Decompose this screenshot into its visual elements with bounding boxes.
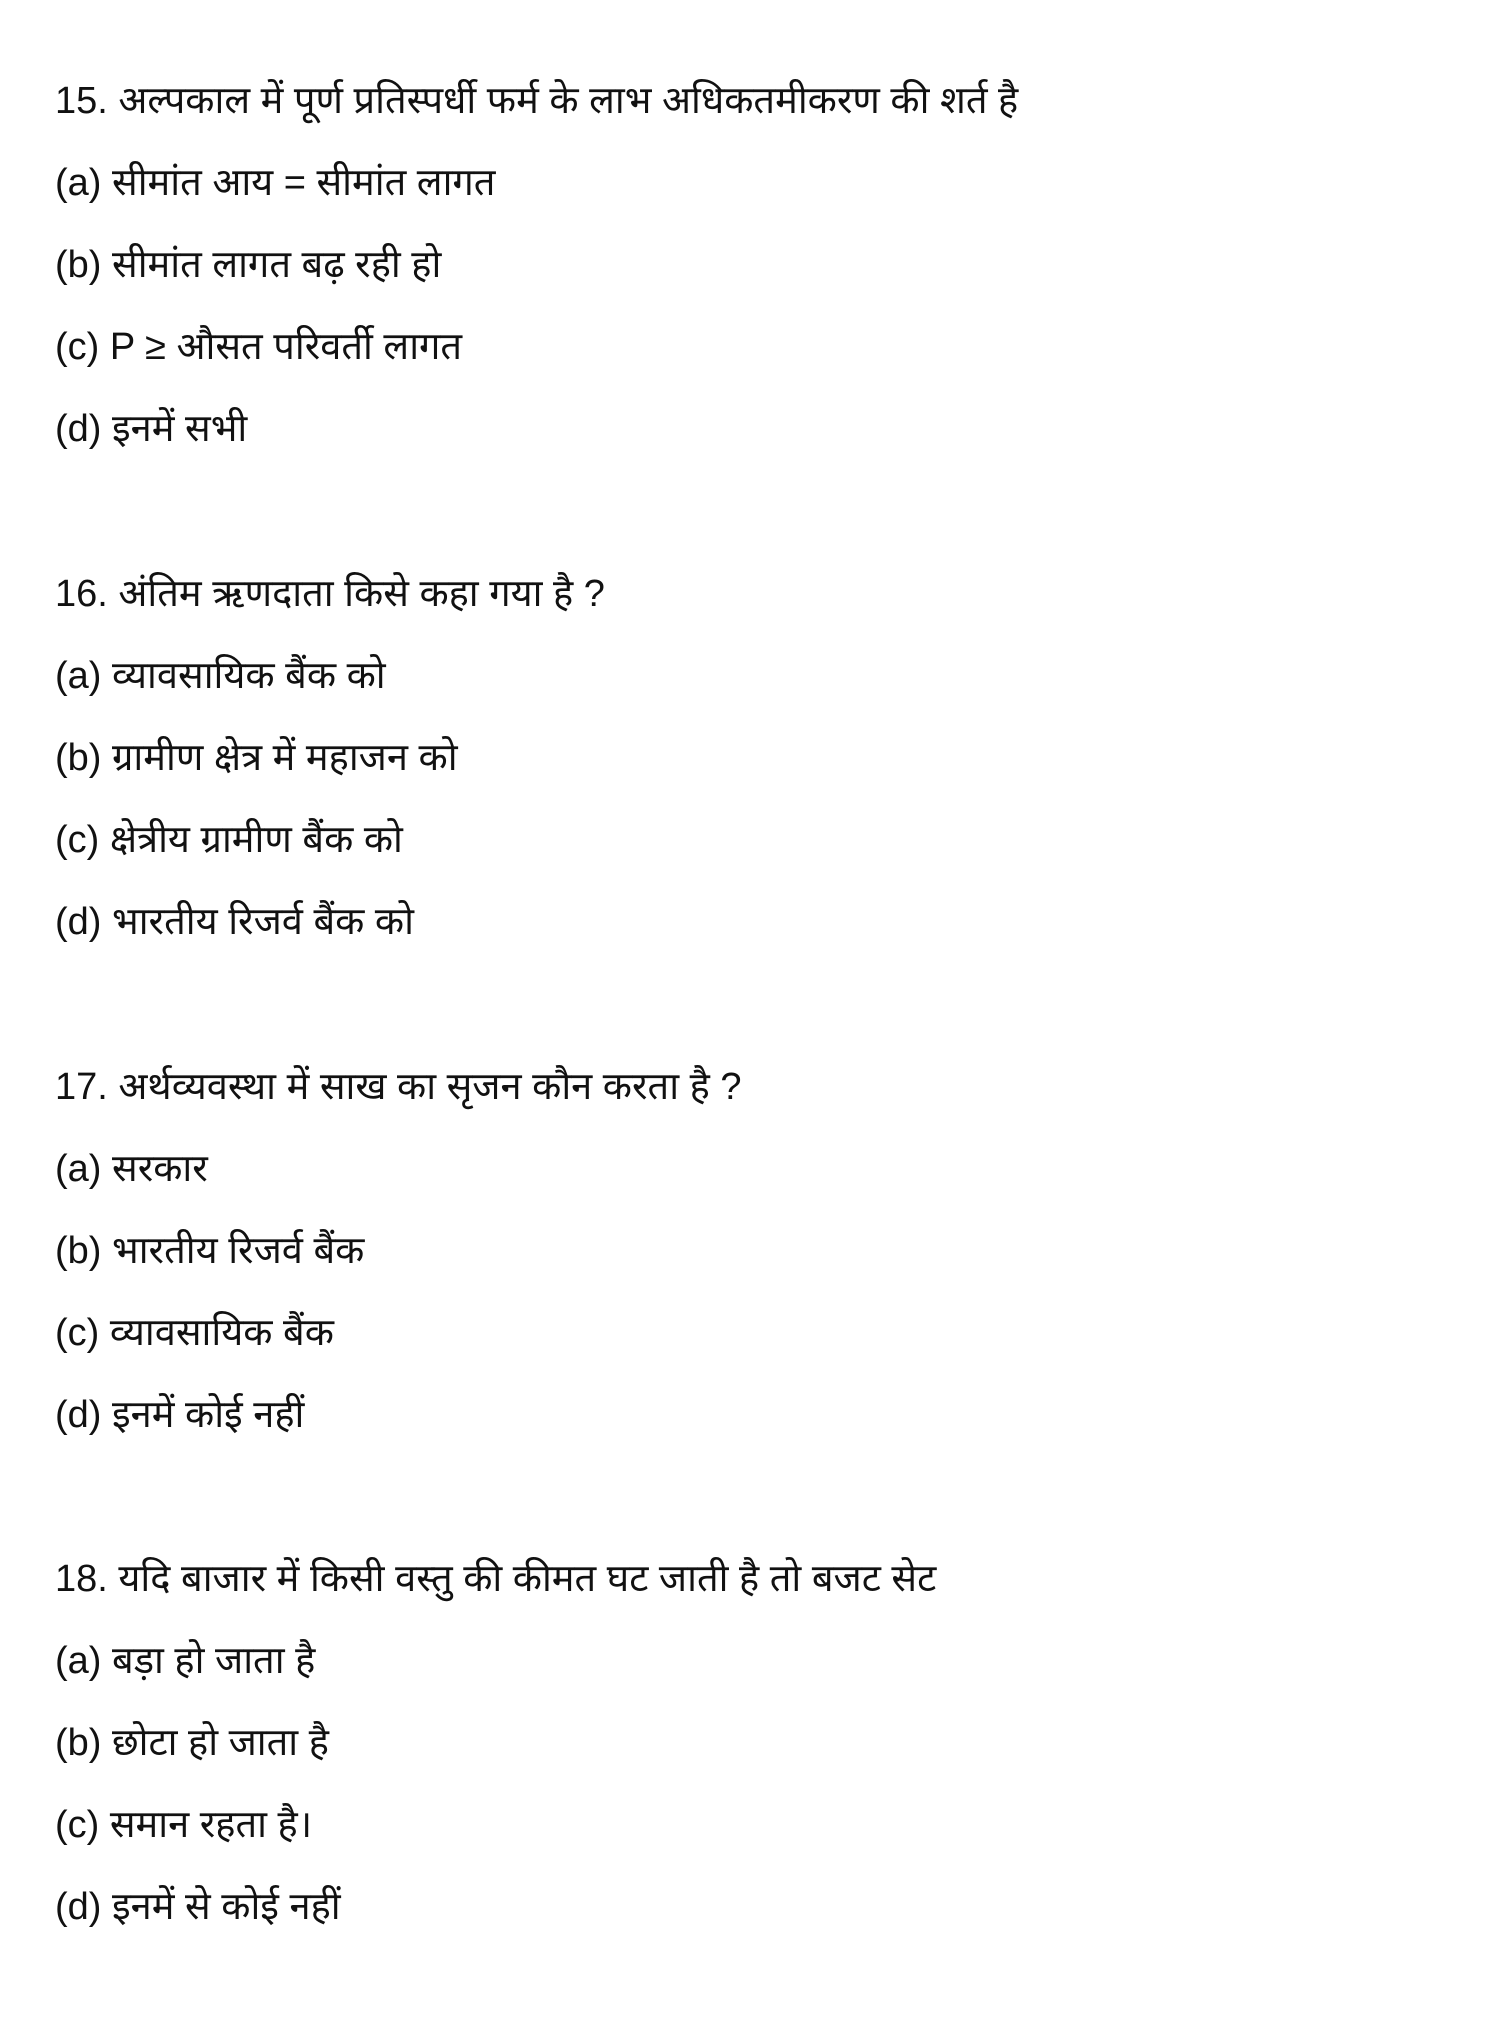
question-text: 18. यदि बाजार में किसी वस्तु की कीमत घट जाती है तो बजट सेट	[55, 1558, 937, 1600]
answer-option: (b) सीमांत लागत बढ़ रही हो	[55, 244, 442, 286]
answer-option: (d) इनमें कोई नहीं	[55, 1394, 305, 1436]
answer-option: (c) क्षेत्रीय ग्रामीण बैंक को	[55, 819, 403, 861]
answer-option: (b) छोटा हो जाता है	[55, 1722, 329, 1764]
answer-option: (a) व्यावसायिक बैंक को	[55, 655, 386, 697]
answer-option: (c) व्यावसायिक बैंक	[55, 1312, 334, 1354]
question-text: 15. अल्पकाल में पूर्ण प्रतिस्पर्धी फर्म के लाभ अधिकतमीकरण की शर्त है	[55, 80, 1019, 122]
answer-option: (c) P ≥ औसत परिवर्ती लागत	[55, 326, 463, 368]
answer-option: (a) बड़ा हो जाता है	[55, 1640, 316, 1682]
answer-option: (d) इनमें से कोई नहीं	[55, 1886, 341, 1928]
answer-option: (b) भारतीय रिजर्व बैंक	[55, 1230, 365, 1272]
answer-option: (a) सीमांत आय = सीमांत लागत	[55, 162, 496, 204]
answer-option: (a) सरकार	[55, 1148, 208, 1190]
question-text: 17. अर्थव्यवस्था में साख का सृजन कौन करता है ?	[55, 1066, 742, 1108]
answer-option: (c) समान रहता है।	[55, 1804, 313, 1846]
question-text: 16. अंतिम ऋणदाता किसे कहा गया है ?	[55, 573, 605, 615]
answer-option: (d) इनमें सभी	[55, 408, 248, 450]
answer-option: (b) ग्रामीण क्षेत्र में महाजन को	[55, 737, 458, 779]
answer-option: (d) भारतीय रिजर्व बैंक को	[55, 901, 414, 943]
